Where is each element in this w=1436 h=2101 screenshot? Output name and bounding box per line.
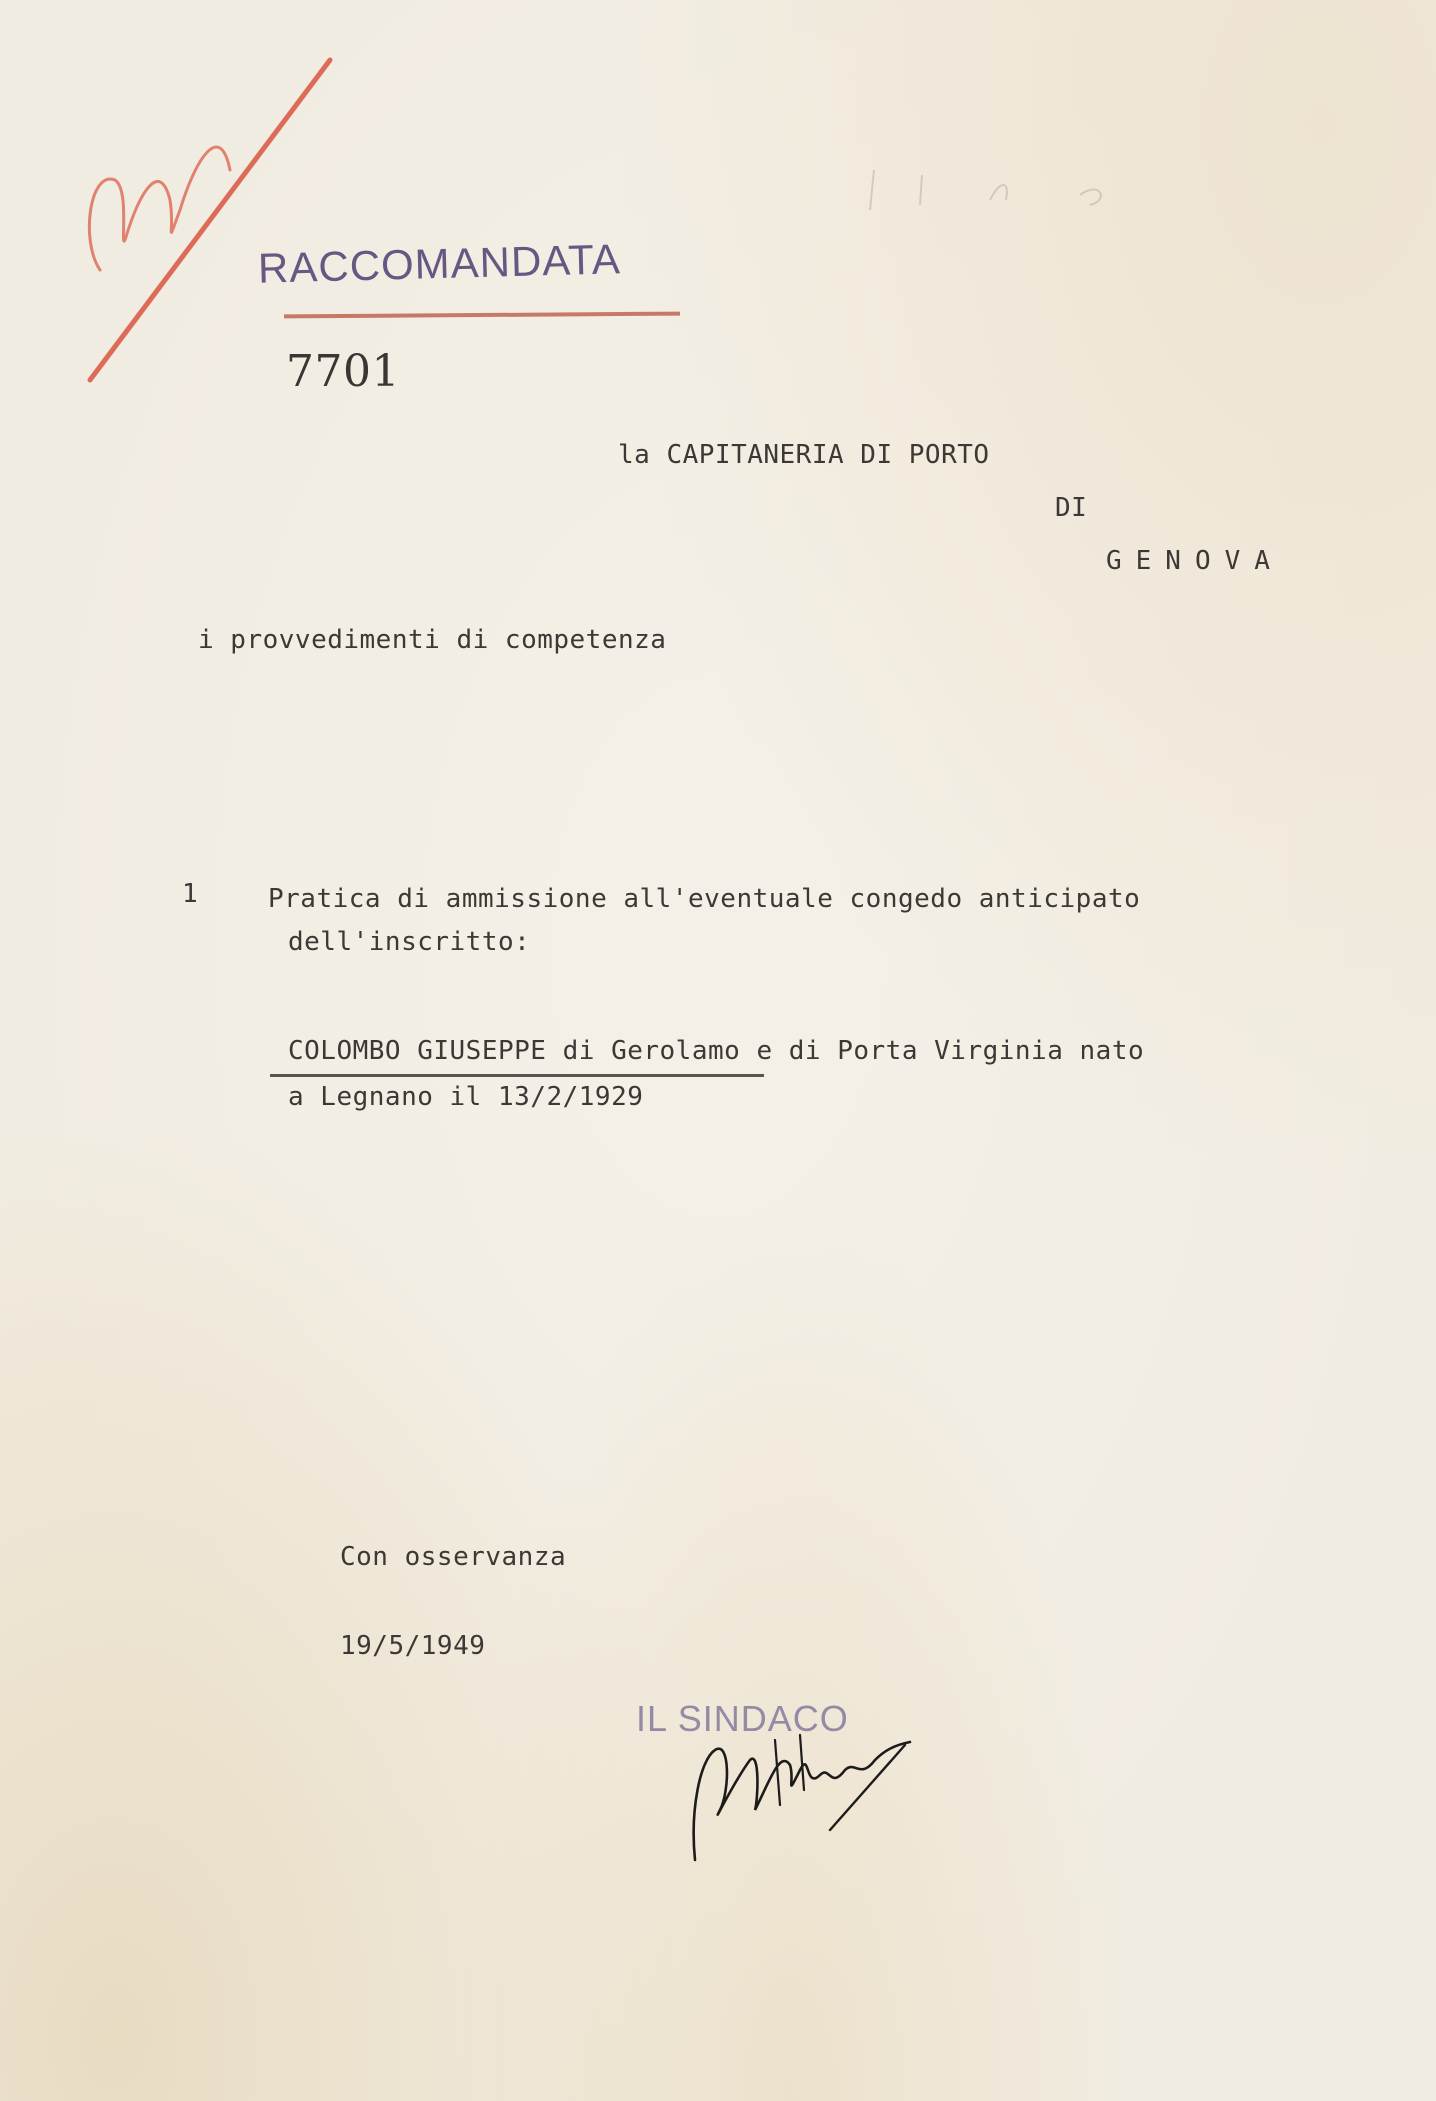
document-date: 19/5/1949: [340, 1631, 486, 1661]
handwritten-signature-icon: [680, 1720, 920, 1870]
person-line-2: a Legnano il 13/2/1929: [288, 1082, 644, 1112]
addressee-line-1: la CAPITANERIA DI PORTO: [618, 440, 990, 470]
addressee-city: GENOVA: [1106, 546, 1284, 576]
addressee-line-2: DI: [1055, 493, 1088, 523]
item-text-line-1: Pratica di ammissione all'eventuale congedo anticipato: [268, 884, 1141, 914]
person-name-underline: [270, 1074, 764, 1077]
sindaco-stamp: IL SINDACO: [636, 1698, 849, 1739]
protocol-number: 7701: [286, 346, 400, 397]
person-line-1: COLOMBO GIUSEPPE di Gerolamo e di Porta Virginia nato: [288, 1036, 1145, 1066]
subject-line: i provvedimenti di competenza: [198, 625, 667, 655]
item-number: 1: [182, 879, 199, 909]
item-text-line-2: dell'inscritto:: [288, 927, 531, 957]
pencil-marks-icon: [860, 160, 1140, 220]
red-pencil-mark-icon: [70, 50, 360, 390]
closing-salutation: Con osservanza: [340, 1542, 567, 1572]
raccomandata-stamp: RACCOMANDATA: [257, 235, 622, 292]
